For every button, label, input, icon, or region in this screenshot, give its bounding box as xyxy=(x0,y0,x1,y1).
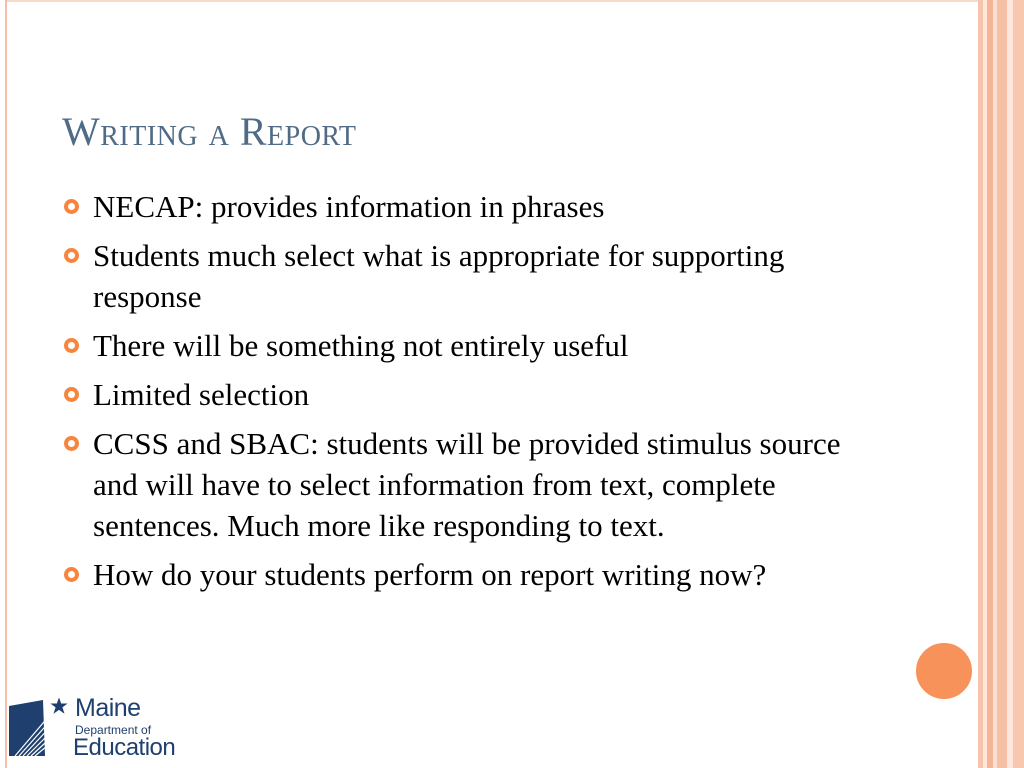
slide-title: Writing a Report xyxy=(62,109,357,154)
bullet-icon xyxy=(64,567,79,582)
right-stripe xyxy=(997,0,1007,768)
bullet-item xyxy=(62,554,892,595)
bullet-icon xyxy=(64,338,79,353)
bullet-item xyxy=(62,325,892,366)
bullet-item xyxy=(62,235,892,317)
accent-circle xyxy=(913,640,975,702)
logo-line-maine: Maine xyxy=(75,694,141,722)
right-stripe xyxy=(1013,0,1024,768)
left-border-line xyxy=(5,0,7,768)
bullet-icon xyxy=(64,199,79,214)
bullet-text: NECAP: provides information in phrases xyxy=(93,189,605,224)
top-border-line xyxy=(5,0,979,2)
bullet-item xyxy=(62,423,892,546)
bullet-text: How do your students perform on report writing now? xyxy=(93,557,767,592)
logo-line-department: Department of xyxy=(75,723,152,737)
maine-star-logo-icon xyxy=(5,694,71,760)
bullet-list xyxy=(62,186,892,603)
bullet-text: Limited selection xyxy=(93,377,310,412)
bullet-text: CCSS and SBAC: students will be provided stimulus source and will have to select information from text, complete sentences. Much more like responding to text. xyxy=(93,426,841,543)
logo-line-education: Education xyxy=(73,734,176,761)
bullet-icon xyxy=(64,436,79,451)
bullet-text: There will be something not entirely useful xyxy=(93,328,629,363)
bullet-icon xyxy=(64,387,79,402)
bullet-item xyxy=(62,186,892,227)
maine-doe-logo xyxy=(5,690,205,762)
bullet-text: Students much select what is appropriate for supporting response xyxy=(93,238,785,314)
bullet-item xyxy=(62,374,892,415)
bullet-icon xyxy=(64,248,79,263)
